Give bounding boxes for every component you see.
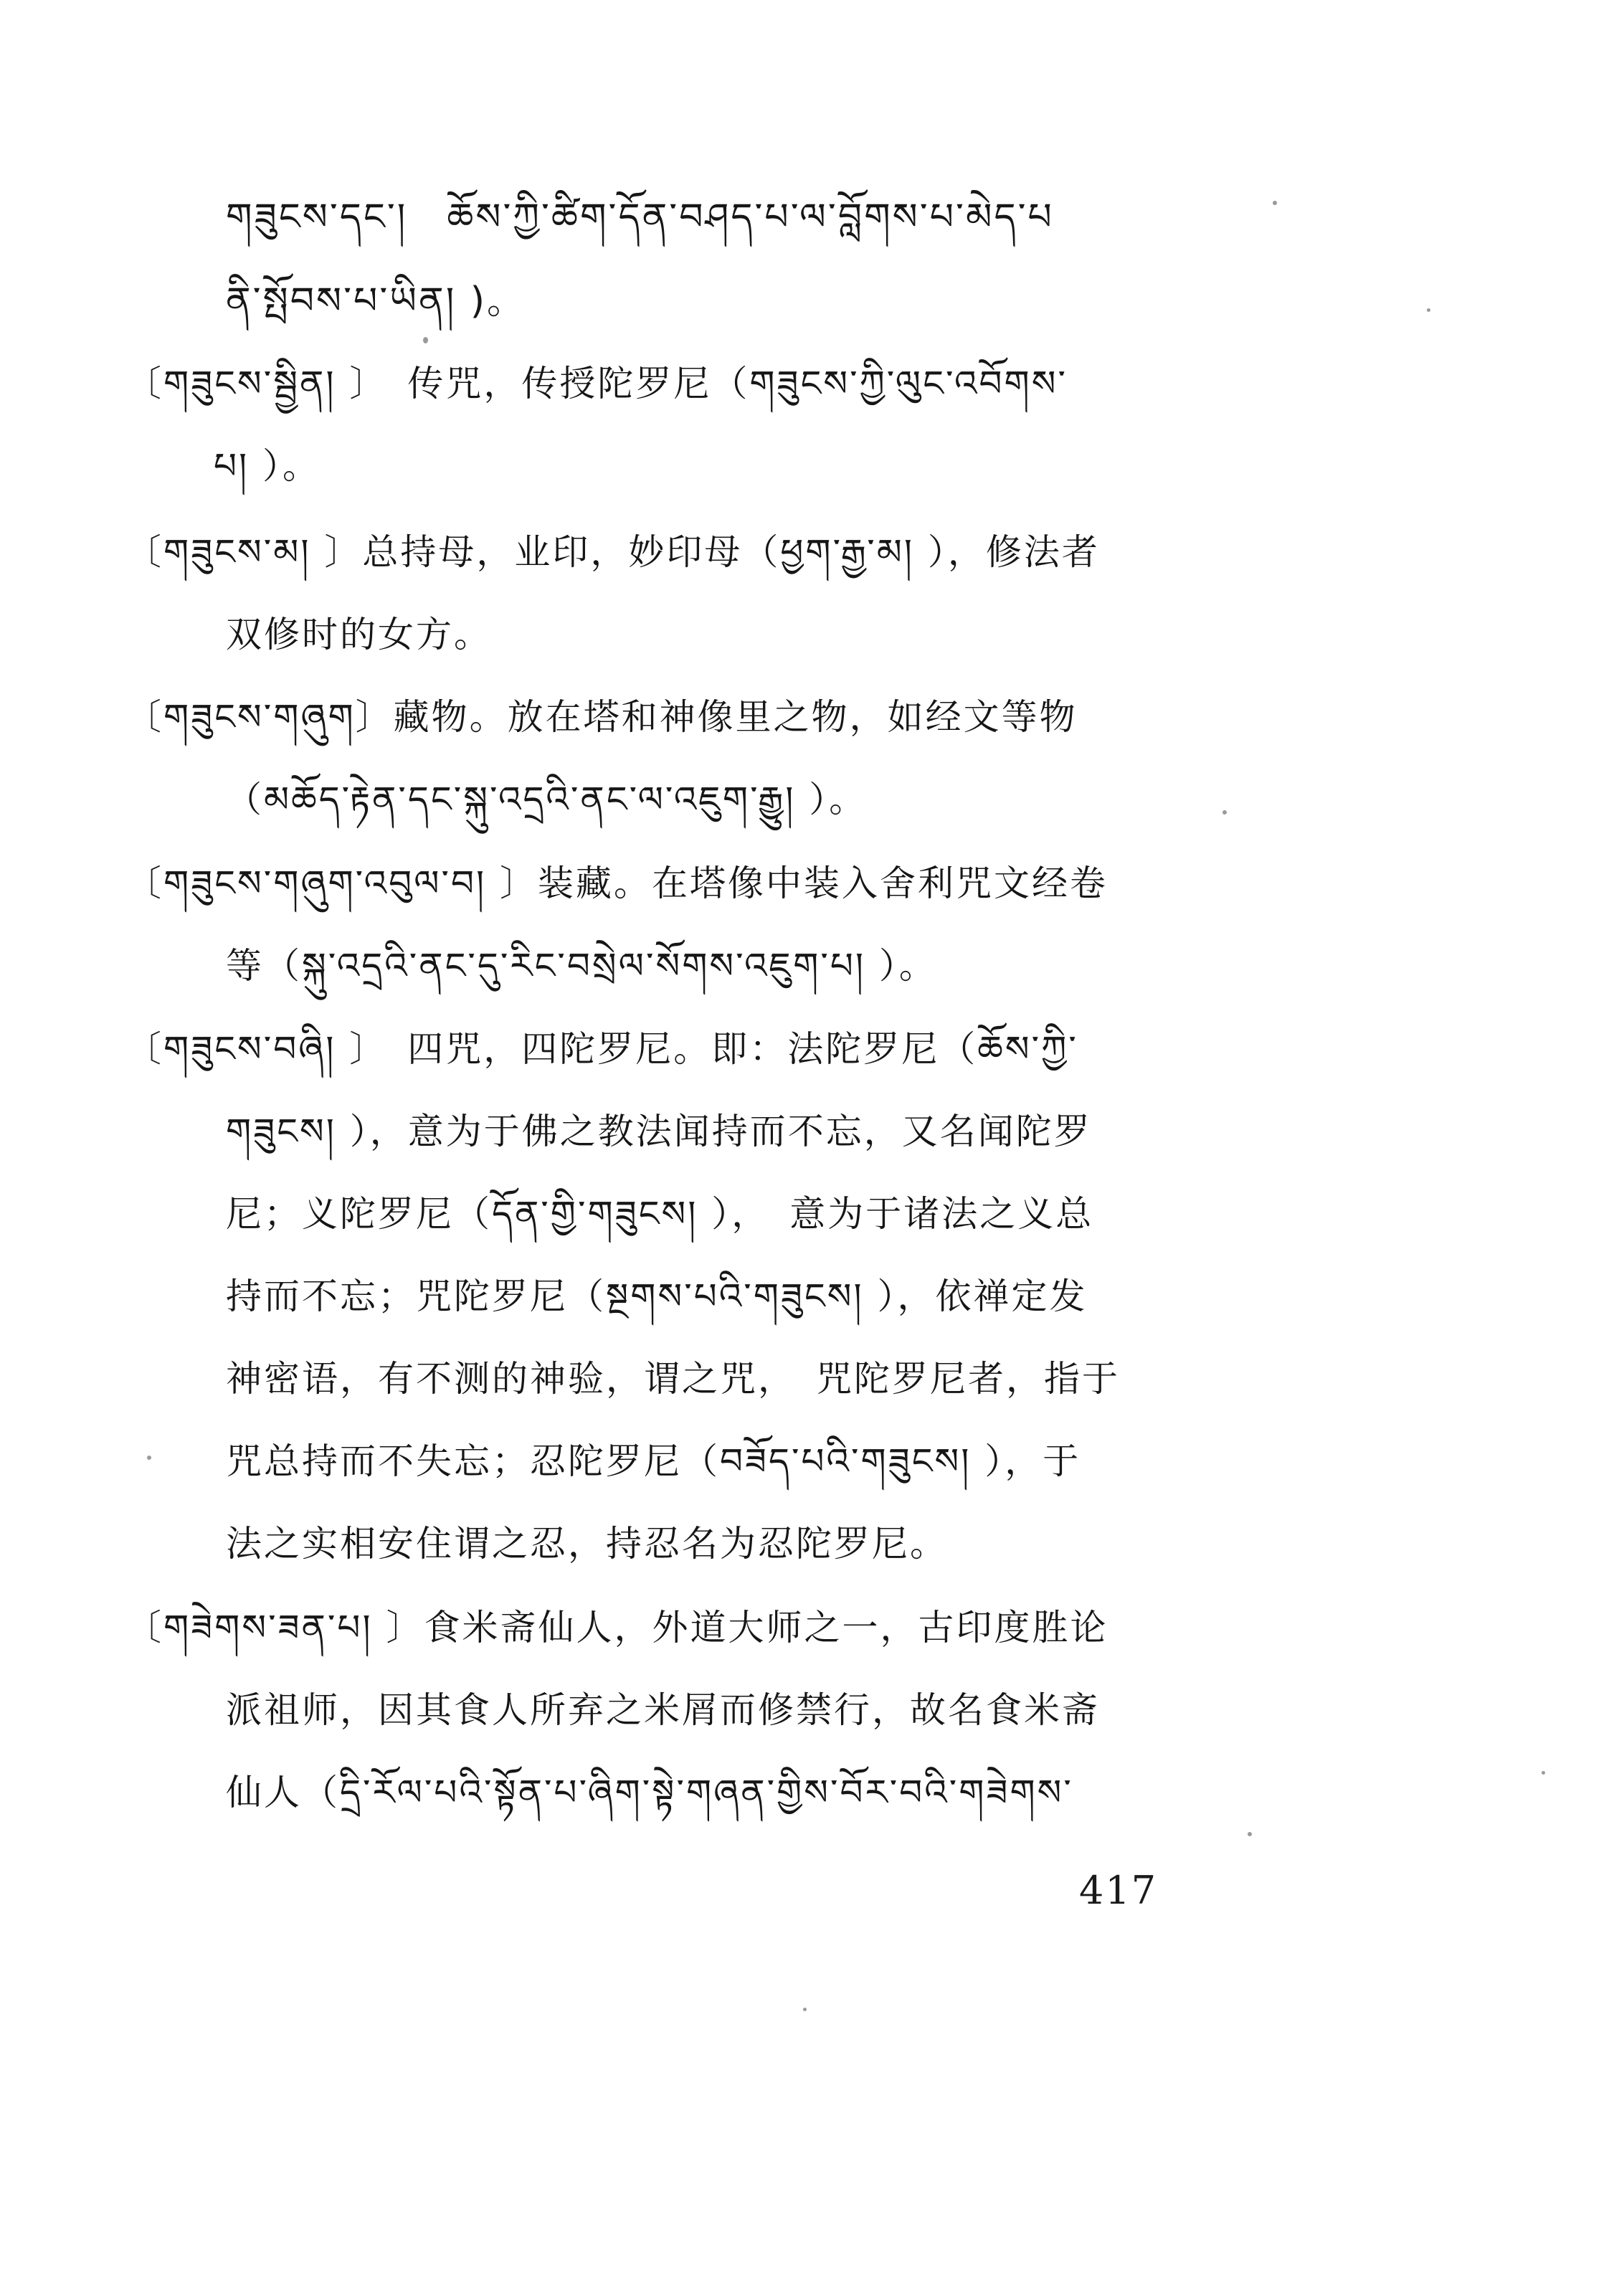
- scan-speck: [803, 2008, 807, 2011]
- entry-line: 派祖师，因其食人所弃之米屑而修禁行，故名食米斋: [226, 1689, 1100, 1731]
- scan-speck: [1542, 1771, 1545, 1775]
- entry-headword-line: 〔གཟུངས་གཞུག་འབུལ་བ། 〕装藏。在塔像中装入舍利咒文经卷: [125, 863, 1108, 904]
- entry-headword-line: 〔གཟེགས་ཟན་པ། 〕食米斋仙人，外道大师之一，古印度胜论: [125, 1607, 1108, 1648]
- entry-line: 等（སྐུ་འདྲའི་ནང་དུ་རིང་བསྲེལ་སོགས་འཇུག་པ། ）。: [226, 945, 937, 987]
- page-number: 417: [1079, 1868, 1158, 1913]
- scan-speck: [147, 1456, 151, 1460]
- entry-line: པ། ）。: [214, 445, 321, 487]
- scan-speck: [1427, 308, 1430, 312]
- entry-line: 持而不忘；咒陀罗尼（སྔགས་པའི་གཟུངས། ），依禅定发: [226, 1276, 1088, 1317]
- entry-line: 法之实相安住谓之忍，持忍名为忍陀罗尼。: [226, 1523, 948, 1565]
- entry-headword-line: 〔གཟུངས་གཞུག〕藏物。放在塔和神像里之物，如经文等物: [125, 696, 1078, 738]
- entry-headword-line: 〔གཟུངས་མ། 〕总持母，业印，妙印母（ཕྱག་རྒྱ་མ། ），修法者: [125, 531, 1100, 573]
- entry-line: （མཆོད་རྟེན་དང་སྐུ་འདྲའི་ནང་ལ་འཇུག་རྒྱུ། ）。: [226, 779, 868, 820]
- entry-line: 双修时的女方。: [226, 614, 492, 655]
- scan-speck: [1222, 810, 1227, 815]
- entry-line: 尼；义陀罗尼（དོན་གྱི་གཟུངས། ）， 意为于诸法之义总: [226, 1193, 1094, 1235]
- scan-speck: [1273, 201, 1277, 205]
- entry-headword-line: 〔གཟུངས་བཞི། 〕 四咒，四陀罗尼。即：法陀罗尼（ཆོས་ཀྱི་: [125, 1028, 1078, 1070]
- entry-line: 仙人（དྲི་རོལ་པའི་སྟོན་པ་ཞིག་སྟེ་གཞན་གྱིས་བོར་བའི་གཟེགས་: [226, 1772, 1073, 1813]
- scan-speck: [423, 337, 428, 343]
- entry-line: གཟུངས་དང་། ཆོས་ཀྱི་ཚིག་དོན་བཤད་པ་ལ་བློགས་པ་མེད་པ: [226, 196, 1054, 239]
- entry-line: 咒总持而不失忘；忍陀罗尼（བཟོད་པའི་གཟུངས། ），于: [226, 1440, 1081, 1482]
- entry-headword-line: 〔གཟུངས་སྦྱིན། 〕 传咒，传授陀罗尼（གཟུངས་ཀྱི་ལུང་འབོགས་: [125, 363, 1068, 404]
- scan-speck: [1248, 1832, 1252, 1836]
- entry-line: ནི་སྤོབས་པ་ཡིན། )。: [226, 280, 527, 323]
- entry-line: གཟུངས། ），意为于佛之教法闻持而不忘，又名闻陀罗: [226, 1111, 1092, 1152]
- entry-line: 神密语，有不测的神验，谓之咒， 咒陀罗尼者，指于: [226, 1358, 1120, 1400]
